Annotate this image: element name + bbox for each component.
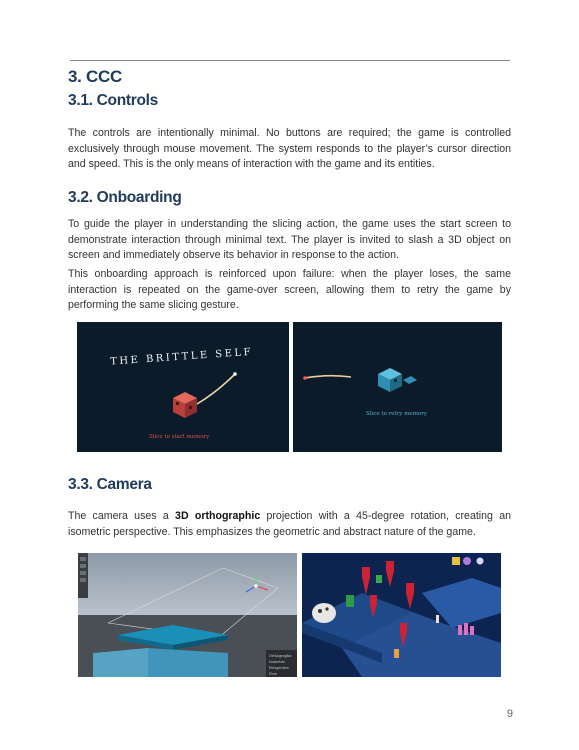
onboarding-paragraph-2: This onboarding approach is reinforced upon failure: when the player loses, the same interaction is repeated on the game-over screen, allowing them to retry the game by performing the same slicing gesture.: [68, 268, 511, 312]
editor-camera-image: [78, 553, 297, 677]
page-number: 9: [506, 708, 513, 720]
isometric-game-image: [302, 553, 501, 677]
retry-hint-text: Slice to retry memory: [366, 411, 427, 417]
near-plane: [93, 648, 148, 677]
onboarding-paragraph-1: To guide the player in understanding the slicing action, the game uses the start screen to demonstrate interaction through minimal text. The player is invited to slash a 3D object on screen and immediately observe its behavior in response to the action.: [68, 218, 511, 262]
retry-cursor-dot: [303, 376, 307, 380]
svg-text:Orthographic: Orthographic: [269, 654, 293, 658]
svg-text:Perspective: Perspective: [269, 666, 289, 670]
start-hint-text: Slice to start memory: [149, 434, 210, 440]
onboarding-heading: 3.2. Onboarding: [68, 189, 182, 206]
header-rule: [70, 60, 510, 61]
controls-paragraph: The controls are intentionally minimal. No buttons are required; the game is controlled exclusively through mouse movement. The system responds to the player’s cursor direction and speed. This is the only means of interaction with the game and its entities.: [68, 127, 511, 171]
hud-icons: [452, 557, 484, 565]
section-title: 3. CCC: [68, 67, 122, 86]
camera-paragraph: The camera uses a 3D orthographic projection with a 45-degree rotation, creating an isometric perspective. This emphasizes the geometric and abstract nature of the game.: [68, 510, 512, 538]
gameover-screen-image: [293, 322, 502, 452]
start-screen-image: [77, 322, 289, 452]
cursor-dot: [233, 372, 237, 376]
green-block: [346, 595, 354, 607]
svg-text:Free: Free: [269, 672, 277, 676]
white-blob: [312, 603, 336, 623]
game-title-text: THE BRITTLE SELF: [109, 346, 254, 368]
camera-heading: 3.3. Camera: [68, 476, 152, 493]
controls-heading: 3.1. Controls: [68, 92, 158, 109]
svg-text:Isometric: Isometric: [269, 660, 286, 664]
